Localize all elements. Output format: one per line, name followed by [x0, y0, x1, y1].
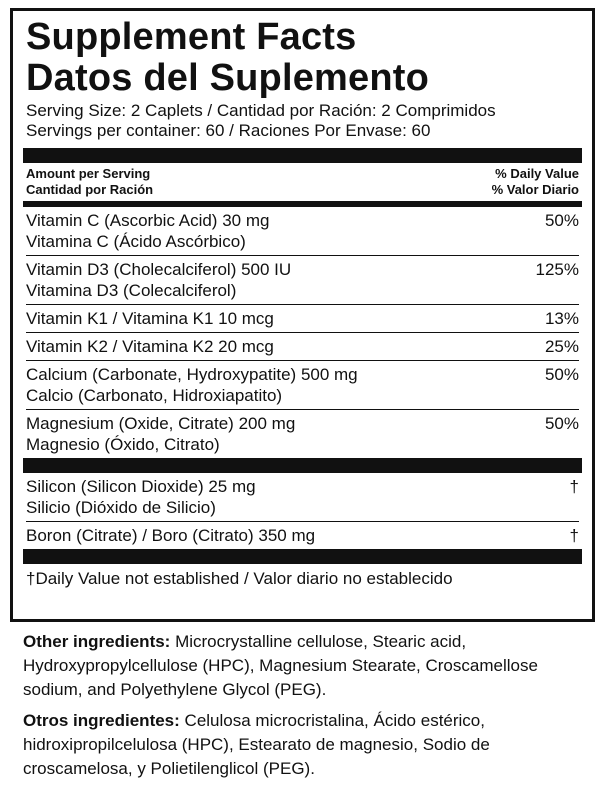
- otros-ingredientes-label: Otros ingredientes:: [23, 711, 180, 730]
- other-ingredients-text: Microcrystalline cellulose, Stearic acid, Hydroxypropylcellulose (HPC), Magnesium Stearate, Croscamellose sodium, and Polyethylene Glycol (PEG).: [23, 632, 538, 699]
- thick-divider: [23, 148, 582, 163]
- daily-value-header-es: % Valor Diario: [491, 182, 579, 197]
- nutrient-name-line1: Magnesium (Oxide, Citrate) 200 mg: [26, 414, 296, 433]
- amount-header: [26, 166, 153, 198]
- daily-value: †: [569, 477, 579, 496]
- column-header: [26, 163, 579, 201]
- amount-header-es: Cantidad por Ración: [26, 182, 154, 197]
- nutrient-name-line1: Vitamin D3 (Cholecalciferol) 500 IU: [26, 260, 292, 279]
- nutrient-row: [26, 305, 579, 333]
- otros-ingredientes-text: Celulosa microcristalina, Ácido estérico, hidroxipropilcelulosa (HPC), Estearato de magnesio, Sodio de croscamelosa, y Polietilenglicol (PEG).: [23, 711, 490, 778]
- daily-value-header-en: % Daily Value: [495, 166, 579, 181]
- daily-value: 125%: [535, 260, 579, 279]
- nutrient-row: [26, 473, 579, 522]
- nutrient-row: [26, 207, 579, 256]
- daily-value: 50%: [544, 211, 579, 230]
- nutrient-name: [26, 476, 256, 518]
- nutrient-name-line1: Vitamin C (Ascorbic Acid) 30 mg: [26, 211, 270, 230]
- thick-divider-middle: [23, 458, 582, 473]
- other-ingredients-label: Other ingredients:: [23, 632, 171, 651]
- supplement-facts-panel: [10, 8, 595, 622]
- nutrient-name: [26, 364, 358, 406]
- servings-per-container: Servings per container: 60 / Raciones Por Envase: 60: [26, 121, 431, 140]
- daily-value: 50%: [544, 414, 579, 433]
- otros-ingredientes: [23, 709, 593, 781]
- nutrient-list: [26, 207, 579, 458]
- daily-value: †: [569, 526, 579, 545]
- nutrient-name-line2: Calcio (Carbonato, Hidroxiapatito): [26, 386, 283, 405]
- thick-divider-bottom: [23, 549, 582, 564]
- nutrient-name-line2: Silicio (Dióxido de Silicio): [26, 498, 216, 517]
- amount-header-en: Amount per Serving: [26, 166, 151, 181]
- nutrient-name-line1: Calcium (Carbonate, Hydroxypatite) 500 mg: [26, 365, 358, 384]
- daily-value: 13%: [544, 309, 579, 328]
- nutrient-name: [26, 336, 274, 357]
- other-ingredients: [23, 630, 593, 702]
- nutrient-row: [26, 333, 579, 361]
- nutrient-name: [26, 259, 291, 301]
- title-spanish: Datos del Suplemento: [26, 57, 430, 99]
- nutrient-name-line1: Vitamin K1 / Vitamina K1 10 mcg: [26, 309, 274, 328]
- nutrient-row: [26, 410, 579, 458]
- serving-size: Serving Size: 2 Caplets / Cantidad por Ración: 2 Comprimidos: [26, 101, 496, 120]
- nutrient-name-line1: Silicon (Silicon Dioxide) 25 mg: [26, 477, 256, 496]
- nutrient-name: [26, 210, 269, 252]
- other-nutrient-list: [26, 473, 579, 549]
- nutrient-name-line1: Boron (Citrate) / Boro (Citrato) 350 mg: [26, 526, 316, 545]
- nutrient-row: [26, 256, 579, 305]
- nutrient-name-line2: Magnesio (Óxido, Citrato): [26, 435, 220, 454]
- daily-value: 25%: [544, 337, 579, 356]
- daily-value-header: [492, 166, 579, 198]
- nutrient-name-line2: Vitamina D3 (Colecalciferol): [26, 281, 237, 300]
- nutrient-name: [26, 413, 295, 455]
- daily-value: 50%: [544, 365, 579, 384]
- nutrient-name: [26, 525, 315, 546]
- nutrient-name-line1: Vitamin K2 / Vitamina K2 20 mcg: [26, 337, 274, 356]
- nutrient-row: [26, 522, 579, 549]
- nutrient-name-line2: Vitamina C (Ácido Ascórbico): [26, 232, 246, 251]
- footnote: †Daily Value not established / Valor diario no establecido: [26, 569, 453, 588]
- title-english: Supplement Facts: [26, 16, 357, 58]
- nutrient-name: [26, 308, 274, 329]
- nutrient-row: [26, 361, 579, 410]
